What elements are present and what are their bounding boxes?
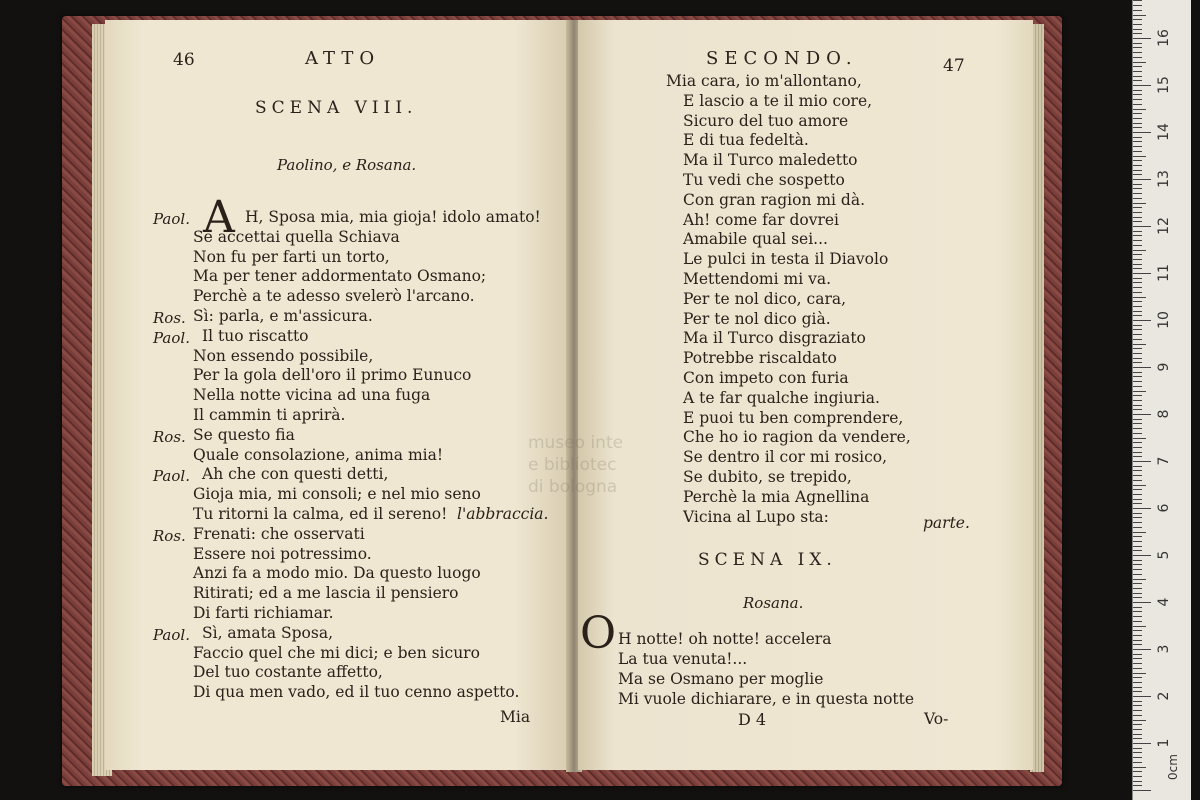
ruler-tick: [1133, 419, 1142, 420]
ruler-tick: [1133, 602, 1151, 603]
ruler-tick: [1133, 188, 1142, 189]
stage-direction: l'abbraccia.: [457, 505, 549, 523]
ruler-tick: [1133, 738, 1142, 739]
ruler-tick: [1133, 137, 1142, 138]
dialogue-line: Quale consolazione, anima mia!: [193, 445, 444, 464]
ruler-tick: [1133, 442, 1142, 443]
ruler-number: 12: [1156, 217, 1172, 235]
ruler-tick: [1133, 423, 1142, 424]
ruler-tick: [1133, 532, 1146, 533]
ruler-tick: [1133, 611, 1142, 612]
ruler-tick: [1133, 245, 1142, 246]
ruler-tick: [1133, 52, 1142, 53]
ruler-tick: [1133, 123, 1142, 124]
ruler-tick: [1133, 485, 1146, 486]
dialogue-line: Essere noi potressimo.: [193, 544, 372, 563]
ruler-tick: [1133, 564, 1142, 565]
verse-line: Con gran ragion mi dà.: [683, 190, 866, 209]
ruler-tick: [1133, 292, 1142, 293]
ruler-tick: [1133, 757, 1142, 758]
dialogue-line: Faccio quel che mi dici; e ben sicuro: [193, 643, 480, 662]
ruler-tick: [1133, 62, 1146, 63]
ruler-tick: [1133, 19, 1142, 20]
ruler-tick: [1133, 767, 1146, 768]
measurement-ruler: [1132, 0, 1191, 800]
verse-line: E di tua fedeltà.: [683, 131, 809, 150]
ruler-tick: [1133, 499, 1142, 500]
ruler-tick: [1133, 391, 1146, 392]
watermark-line: di bologna: [528, 477, 618, 497]
verse-line: Mi vuole dichiarare, e in questa notte: [618, 690, 915, 708]
dialogue-line: Anzi fa a modo mio. Da questo luogo: [193, 564, 481, 583]
ruler-tick: [1133, 29, 1142, 30]
ruler-tick: [1133, 80, 1142, 81]
ruler-tick: [1133, 297, 1146, 298]
ruler-tick: [1133, 489, 1142, 490]
ruler-tick: [1133, 701, 1142, 702]
ruler-number: 15: [1156, 76, 1172, 94]
ruler-tick: [1133, 673, 1146, 674]
verse-line: Per te nol dico già.: [683, 309, 831, 328]
ruler-tick: [1133, 527, 1142, 528]
ruler-tick: [1133, 710, 1142, 711]
ruler-tick: [1133, 776, 1142, 777]
ruler-tick: [1133, 10, 1142, 11]
character-list: Paolino, e Rosana.: [277, 156, 417, 174]
dialogue-line: Ritirati; ed a me lascia il pensiero: [193, 584, 459, 603]
ruler-tick: [1133, 640, 1142, 641]
ruler-tick: [1133, 66, 1142, 67]
ruler-tick: [1133, 658, 1142, 659]
ruler-tick: [1133, 207, 1142, 208]
dialogue-line: Frenati: che osservati: [193, 524, 365, 543]
ruler-number: 5: [1156, 550, 1172, 560]
ruler-tick: [1133, 513, 1142, 514]
ruler-tick: [1133, 607, 1142, 608]
ruler-tick: [1133, 151, 1142, 152]
ruler-tick: [1133, 170, 1142, 171]
ruler-tick: [1133, 560, 1142, 561]
verse-line: Che ho io ragion da vendere,: [683, 428, 911, 447]
ruler-tick: [1133, 569, 1142, 570]
ruler-tick: [1133, 447, 1142, 448]
ruler-tick: [1133, 179, 1151, 180]
right-page: [578, 20, 1033, 770]
ruler-tick: [1133, 550, 1142, 551]
speaker-label: Paol.: [153, 625, 190, 644]
speaker-label: Ros.: [153, 526, 186, 545]
ruler-tick: [1133, 400, 1142, 401]
ruler-tick: [1133, 38, 1151, 39]
ruler-tick: [1133, 644, 1142, 645]
dialogue-line: H, Sposa mia, mia gioja! idolo amato!: [245, 208, 541, 226]
ruler-number: 13: [1156, 170, 1172, 188]
dialogue-line: Ma per tener addormentato Osmano;: [193, 267, 487, 286]
verse-line: Ma il Turco disgraziato: [683, 329, 866, 348]
ruler-number: 2: [1156, 691, 1172, 701]
ruler-tick: [1133, 250, 1146, 251]
character-name: Rosana.: [743, 594, 804, 612]
ruler-tick: [1133, 353, 1142, 354]
dialogue-line: Se accettai quella Schiava: [193, 227, 400, 246]
ruler-tick: [1133, 240, 1142, 241]
dialogue-line: Il cammin ti aprirà.: [193, 406, 346, 424]
ruler-tick: [1133, 541, 1142, 542]
verse-line: H notte! oh notte! accelera: [618, 630, 832, 648]
ruler-number: 4: [1156, 597, 1172, 607]
ruler-tick: [1133, 691, 1142, 692]
ruler-tick: [1133, 287, 1142, 288]
ruler-tick: [1133, 677, 1142, 678]
ruler-tick: [1133, 790, 1151, 791]
ruler-tick: [1133, 456, 1142, 457]
catchword: Vo-: [924, 710, 949, 728]
ruler-tick: [1133, 752, 1142, 753]
ruler-tick: [1133, 212, 1142, 213]
ruler-tick: [1133, 414, 1151, 415]
verse-line: E lascio a te il mio core,: [683, 91, 873, 110]
ruler-tick: [1133, 470, 1142, 471]
ruler-tick: [1133, 325, 1142, 326]
ruler-tick: [1133, 376, 1142, 377]
verse-line: Potrebbe riscaldato: [683, 349, 837, 368]
ruler-tick: [1133, 546, 1142, 547]
watermark-line: e bibliotec: [528, 455, 617, 475]
ruler-tick: [1133, 621, 1142, 622]
ruler-tick: [1133, 156, 1146, 157]
verse-line: Con impeto con furia: [683, 369, 849, 387]
ruler-tick: [1133, 475, 1142, 476]
ruler-tick: [1133, 508, 1151, 509]
ruler-tick: [1133, 348, 1142, 349]
ruler-tick: [1133, 715, 1142, 716]
ruler-tick: [1133, 428, 1142, 429]
verse-line: Le pulci in testa il Diavolo: [683, 250, 889, 269]
ruler-tick: [1133, 226, 1151, 227]
ruler-unit-label: 0cm: [1165, 754, 1180, 780]
ruler-number: 3: [1156, 644, 1172, 654]
ruler-tick: [1133, 344, 1146, 345]
ruler-tick: [1133, 724, 1142, 725]
ruler-tick: [1133, 438, 1146, 439]
ruler-tick: [1133, 461, 1151, 462]
ruler-tick: [1133, 517, 1142, 518]
ruler-tick: [1133, 306, 1142, 307]
dialogue-line: Nella notte vicina ad una fuga: [193, 386, 431, 405]
page-number: 46: [173, 50, 195, 70]
ruler-tick: [1133, 278, 1142, 279]
verse-line: Tu vedi che sospetto: [683, 171, 845, 189]
ruler-tick: [1133, 555, 1151, 556]
page-number: 47: [943, 56, 965, 76]
dialogue-line: Ah che con questi detti,: [202, 465, 389, 484]
ruler-tick: [1133, 5, 1142, 6]
ruler-tick: [1133, 771, 1142, 772]
ruler-tick: [1133, 743, 1151, 744]
ruler-tick: [1133, 409, 1142, 410]
verse-line: Per te nol dico, cara,: [683, 289, 847, 308]
ruler-tick: [1133, 597, 1142, 598]
ruler-tick: [1133, 146, 1142, 147]
speaker-label: Paol.: [153, 467, 190, 486]
ruler-tick: [1133, 259, 1142, 260]
ruler-tick: [1133, 165, 1142, 166]
ruler-tick: [1133, 785, 1142, 786]
ruler-tick: [1133, 579, 1146, 580]
ruler-tick: [1133, 132, 1151, 133]
ruler-tick: [1133, 118, 1142, 119]
scene-title: SCENA IX.: [698, 550, 837, 570]
signature-mark: D 4: [738, 710, 767, 729]
ruler-tick: [1133, 395, 1142, 396]
ruler-tick: [1133, 127, 1142, 128]
verse-line: Amabile qual sei...: [683, 230, 828, 249]
ruler-tick: [1133, 781, 1142, 782]
ruler-tick: [1133, 536, 1142, 537]
watermark-line: museo inte: [528, 433, 624, 453]
ruler-tick: [1133, 184, 1142, 185]
ruler-tick: [1133, 43, 1142, 44]
scene-title: SCENA VIII.: [255, 98, 418, 118]
ruler-tick: [1133, 372, 1142, 373]
verse-line: Ma se Osmano per moglie: [618, 670, 824, 688]
verse-line: Perchè la mia Agnellina: [683, 487, 870, 506]
dialogue-line: Se questo fia: [193, 425, 295, 444]
ruler-tick: [1133, 630, 1142, 631]
ruler-tick: [1133, 654, 1142, 655]
verse-line: E puoi tu ben comprendere,: [683, 408, 904, 427]
verse-line: Se dentro il cor mi rosico,: [683, 448, 888, 467]
ruler-tick: [1133, 339, 1142, 340]
ruler-tick: [1133, 33, 1142, 34]
ruler-tick: [1133, 687, 1142, 688]
ruler-tick: [1133, 141, 1142, 142]
dialogue-line: Di farti richiamar.: [193, 604, 334, 622]
drop-cap: O: [580, 608, 617, 659]
ruler-number: 7: [1156, 456, 1172, 466]
ruler-tick: [1133, 334, 1142, 335]
ruler-tick: [1133, 329, 1142, 330]
verse-line: Ah! come far dovrei: [683, 210, 840, 229]
ruler-tick: [1133, 273, 1151, 274]
ruler-tick: [1133, 198, 1142, 199]
ruler-tick: [1133, 57, 1142, 58]
ruler-tick: [1133, 583, 1142, 584]
ruler-tick: [1133, 748, 1142, 749]
catchword: Mia: [500, 708, 531, 726]
ruler-tick: [1133, 160, 1142, 161]
ruler-number: 6: [1156, 503, 1172, 513]
ruler-tick: [1133, 15, 1146, 16]
ruler-number: 11: [1156, 264, 1172, 282]
ruler-tick: [1133, 203, 1146, 204]
ruler-tick: [1133, 734, 1142, 735]
ruler-tick: [1133, 76, 1142, 77]
running-title: SECONDO.: [706, 48, 858, 69]
dialogue-line: Per la gola dell'oro il primo Eunuco: [193, 366, 472, 385]
dialogue-line: Gioja mia, mi consoli; e nel mio seno: [193, 485, 481, 504]
ruler-tick: [1133, 264, 1142, 265]
ruler-tick: [1133, 705, 1142, 706]
ruler-tick: [1133, 635, 1142, 636]
drop-cap: A: [203, 192, 235, 243]
ruler-tick: [1133, 762, 1142, 763]
ruler-tick: [1133, 301, 1142, 302]
dialogue-line: Sì, amata Sposa,: [202, 623, 334, 642]
ruler-tick: [1133, 729, 1142, 730]
ruler-tick: [1133, 47, 1142, 48]
ruler-tick: [1133, 268, 1142, 269]
dialogue-line: Di qua men vado, ed il tuo cenno aspetto.: [193, 683, 520, 702]
ruler-number: 1: [1156, 738, 1172, 748]
ruler-tick: [1133, 696, 1151, 697]
speaker-label: Paol.: [153, 328, 190, 347]
ruler-tick: [1133, 494, 1142, 495]
dialogue-line: Del tuo costante affetto,: [193, 663, 383, 682]
dialogue-line: Non fu per farti un torto,: [193, 247, 390, 266]
dialogue-line: Sì: parla, e m'assicura.: [193, 307, 373, 325]
ruler-number: 10: [1156, 311, 1172, 329]
ruler-tick: [1133, 649, 1151, 650]
verse-line: Ma il Turco maledetto: [683, 151, 858, 170]
ruler-tick: [1133, 94, 1142, 95]
left-page: [105, 20, 570, 770]
stage-direction: parte.: [923, 514, 970, 532]
ruler-tick: [1133, 381, 1142, 382]
library-watermark: [528, 432, 623, 498]
ruler-tick: [1133, 104, 1142, 105]
ruler-tick: [1133, 626, 1146, 627]
ruler-number: 14: [1156, 123, 1172, 141]
ruler-tick: [1133, 358, 1142, 359]
dialogue-line: Perchè a te adesso svelerò l'arcano.: [193, 287, 475, 306]
ruler-tick: [1133, 466, 1142, 467]
ruler-tick: [1133, 433, 1142, 434]
verse-line: Mettendomi mi va.: [683, 270, 831, 288]
ruler-tick: [1133, 235, 1142, 236]
ruler-tick: [1133, 362, 1142, 363]
ruler-tick: [1133, 593, 1142, 594]
ruler-tick: [1133, 663, 1142, 664]
ruler-tick: [1133, 282, 1142, 283]
ruler-number: 16: [1156, 29, 1172, 47]
ruler-tick: [1133, 85, 1151, 86]
ruler-tick: [1133, 231, 1142, 232]
ruler-tick: [1133, 0, 1142, 1]
ruler-tick: [1133, 99, 1142, 100]
ruler-tick: [1133, 682, 1142, 683]
ruler-number: 8: [1156, 409, 1172, 419]
ruler-tick: [1133, 174, 1142, 175]
ruler-tick: [1133, 503, 1142, 504]
ruler-tick: [1133, 113, 1142, 114]
ruler-tick: [1133, 616, 1142, 617]
ruler-tick: [1133, 221, 1142, 222]
verse-line: Mia cara, io m'allontano,: [666, 72, 862, 90]
running-title: ATTO: [305, 48, 381, 69]
dialogue-line: Tu ritorni la calma, ed il sereno!: [193, 505, 448, 523]
ruler-tick: [1133, 522, 1142, 523]
ruler-tick: [1133, 405, 1142, 406]
ruler-tick: [1133, 71, 1142, 72]
speaker-label: Paol.: [153, 210, 190, 228]
ruler-tick: [1133, 193, 1142, 194]
ruler-tick: [1133, 254, 1142, 255]
verse-line: Vicina al Lupo sta:: [683, 507, 829, 526]
ruler-tick: [1133, 367, 1151, 368]
dialogue-line: Non essendo possibile,: [193, 346, 374, 365]
ruler-tick: [1133, 109, 1146, 110]
verse-line: Se dubito, se trepido,: [683, 468, 852, 486]
ruler-tick: [1133, 311, 1142, 312]
ruler-number: 9: [1156, 362, 1172, 372]
verse-line: A te far qualche ingiuria.: [683, 388, 880, 407]
ruler-tick: [1133, 24, 1142, 25]
ruler-tick: [1133, 90, 1142, 91]
verse-line: Sicuro del tuo amore: [683, 111, 849, 130]
speaker-label: Ros.: [153, 427, 186, 446]
ruler-tick: [1133, 588, 1142, 589]
ruler-tick: [1133, 668, 1142, 669]
dialogue-line: Il tuo riscatto: [202, 326, 309, 345]
speaker-label: Ros.: [153, 309, 186, 327]
ruler-tick: [1133, 574, 1142, 575]
ruler-tick: [1133, 452, 1142, 453]
verse-line: La tua venuta!...: [618, 650, 748, 668]
ruler-tick: [1133, 320, 1151, 321]
ruler-tick: [1133, 315, 1142, 316]
ruler-tick: [1133, 480, 1142, 481]
ruler-tick: [1133, 386, 1142, 387]
ruler-tick: [1133, 217, 1142, 218]
ruler-tick: [1133, 720, 1146, 721]
